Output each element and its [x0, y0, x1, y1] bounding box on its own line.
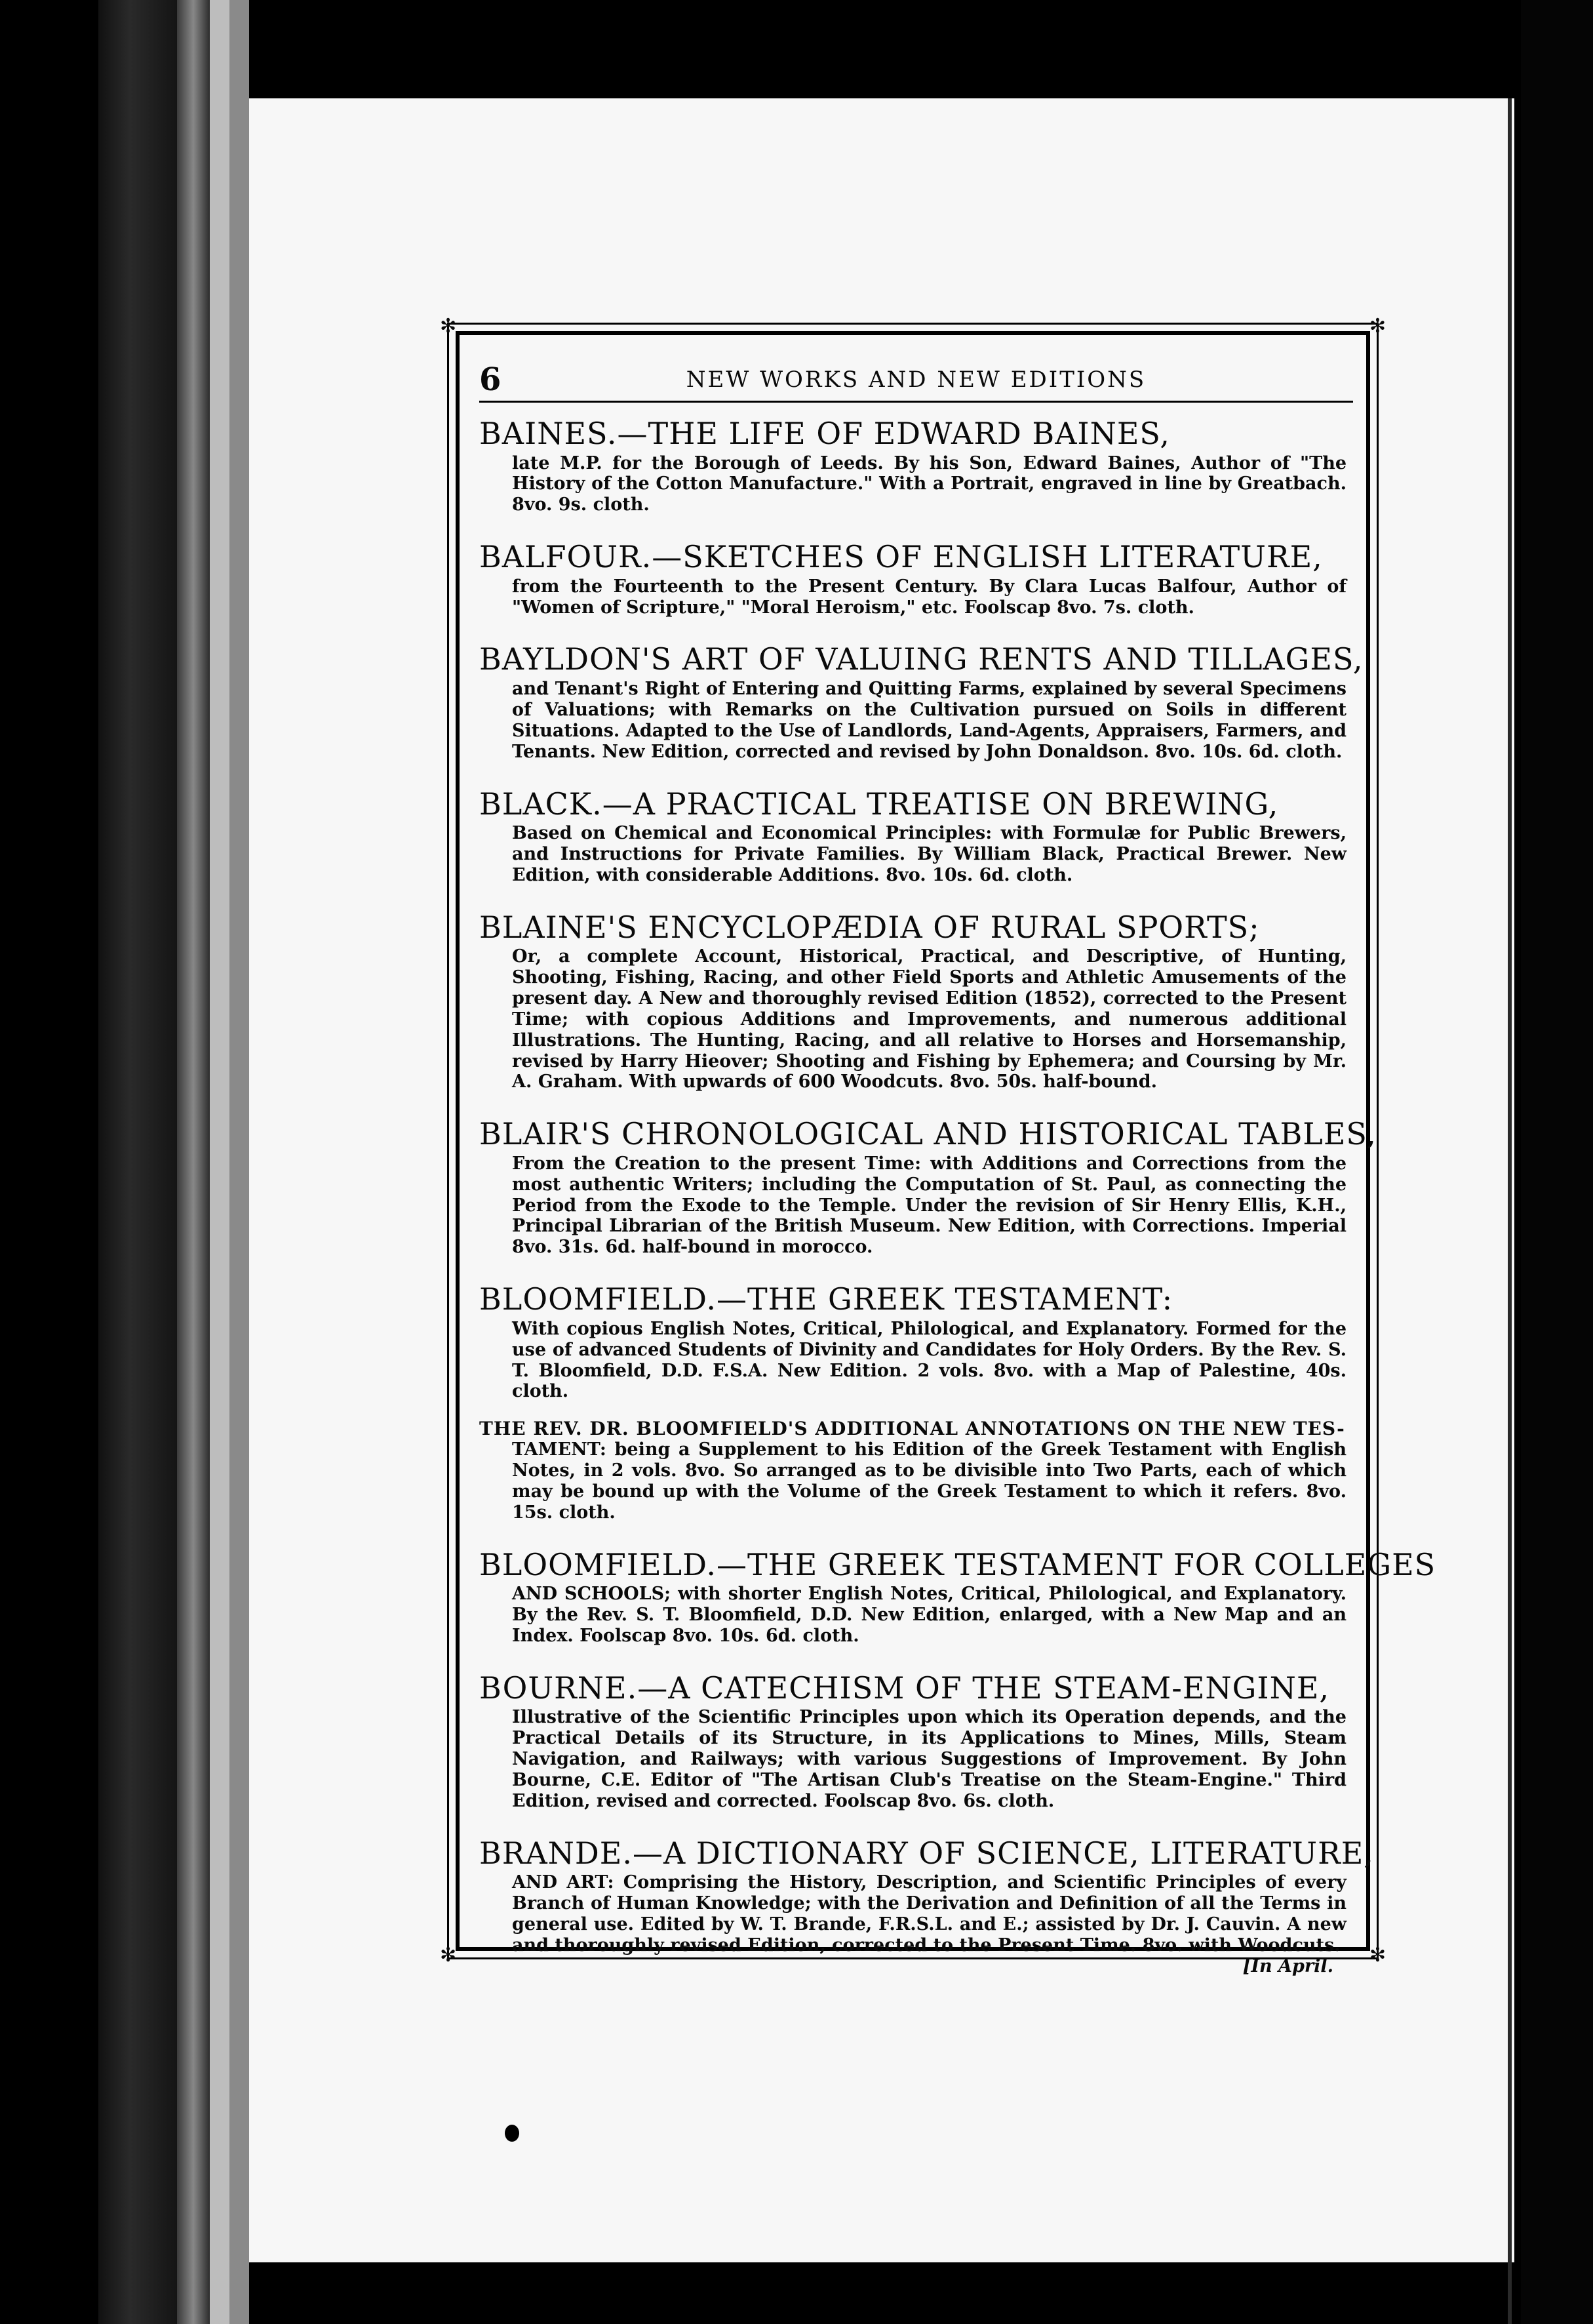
- page-edge-light: [210, 0, 229, 2324]
- page-edge-gray: [229, 0, 249, 2324]
- entry-description: from the Fourteenth to the Present Century. By Clara Lucas Balfour, Author of "Women of Scripture," "Moral Heroism," etc. Foolscap 8vo. 7s. cloth.: [512, 576, 1347, 618]
- entry-description: Illustrative of the Scientific Principles upon which its Operation depends, and the Practical Details of its Structure, in its Applications to Mines, Mills, Steam Navigation, and Railways; with various Suggestions of Improvement. By John Bourne, C.E. Editor of "The Artisan Club's Treatise on the Steam-Engine." Third Edition, revised and corrected. Foolscap 8vo. 6s. cloth.: [512, 1707, 1347, 1811]
- entry-title: BOURNE.—A CATECHISM OF THE STEAM-ENGINE,: [479, 1670, 1330, 1706]
- entry-title: BLOOMFIELD.—THE GREEK TESTAMENT:: [479, 1281, 1173, 1317]
- page-right-fold: [1508, 98, 1512, 2324]
- ink-speck: [505, 2125, 519, 2142]
- catalogue-entry: [479, 540, 1347, 618]
- catalogue-entry: [479, 1116, 1377, 1258]
- catalogue-entry: [479, 1418, 1347, 1523]
- entry-subtitle: THE REV. DR. BLOOMFIELD'S ADDITIONAL ANNOTATIONS ON THE NEW TES-: [479, 1418, 1345, 1440]
- entry-description: Or, a complete Account, Historical, Practical, and Descriptive, of Hunting, Shooting, Fishing, Racing, and other Field Sports and Athletic Amusements of the present day. A New and thoroughly revised Edition (1852), corrected to the Present Time; with copious Additions and Improvements, and numerous additional Illustrations. The Hunting, Racing, and all relative to Horses and Horsemanship, revised by Harry Hieover; Shooting and Fishing by Ephemera; and Coursing by Mr. A. Graham. With upwards of 600 Woodcuts. 8vo. 50s. half-bound.: [512, 946, 1347, 1092]
- catalogue-entry: [479, 911, 1347, 1093]
- entry-title: BAINES.—THE LIFE OF EDWARD BAINES,: [479, 416, 1170, 451]
- corner-ornament-icon: ✻: [1369, 315, 1386, 338]
- corner-ornament-icon: ✻: [440, 1944, 457, 1967]
- catalogue-entry: [479, 1835, 1374, 1976]
- entry-title: BLOOMFIELD.—THE GREEK TESTAMENT FOR COLLEGES: [479, 1546, 1436, 1582]
- corner-ornament-icon: ✻: [1369, 1944, 1386, 1967]
- entry-description: AND SCHOOLS; with shorter English Notes, Critical, Philological, and Explanatory. By the Rev. S. T. Bloomfield, D.D. New Edition, enlarged, with a New Map and an Index. Foolscap 8vo. 10s. 6d. cloth.: [512, 1584, 1347, 1646]
- entry-description: From the Creation to the present Time: with Additions and Corrections from the most authentic Writers; including the Computation of St. Paul, as connecting the Period from the Exode to the Temple. Under the revision of Sir Henry Ellis, K.H., Principal Librarian of the British Museum. New Edition, with Corrections. Imperial 8vo. 31s. 6d. half-bound in morocco.: [512, 1153, 1347, 1258]
- catalogue-entries: [479, 416, 1436, 1976]
- scan-right-border: [1521, 0, 1593, 2324]
- entry-description: late M.P. for the Borough of Leeds. By his Son, Edward Baines, Author of "The History of the Cotton Manufacture." With a Portrait, engraved in line by Greatbach. 8vo. 9s. cloth.: [512, 452, 1347, 515]
- entry-description: TAMENT: being a Supplement to his Edition of the Greek Testament with English Notes, in 2 vols. 8vo. So arranged as to be divisible into Two Parts, each of which may be bound up with the Volume of the Greek Testament to which it refers. 8vo. 15s. cloth.: [512, 1439, 1347, 1523]
- entry-title: BLAIR'S CHRONOLOGICAL AND HISTORICAL TABLES,: [479, 1116, 1377, 1152]
- running-head: NEW WORKS AND NEW EDITIONS: [686, 367, 1147, 393]
- entry-description: Based on Chemical and Economical Principles: with Formulæ for Public Brewers, and Instructions for Private Families. By William Black, Practical Brewer. New Edition, with considerable Additions. 8vo. 10s. 6d. cloth.: [512, 823, 1347, 885]
- catalogue-entry: [479, 788, 1347, 886]
- entry-description: AND ART: Comprising the History, Description, and Scientific Principles of every Branch of Human Knowledge; with the Derivation and Definition of all the Terms in general use. Edited by W. T. Brande, F.R.S.L. and E.; assisted by Dr. J. Cauvin. A new and thoroughly revised Edition, corrected to the Present Time. 8vo. with Woodcuts.: [512, 1872, 1347, 1955]
- entry-title: BLACK.—A PRACTICAL TREATISE ON BREWING,: [479, 786, 1279, 822]
- page-header: [479, 361, 1353, 403]
- entry-title: BLAINE'S ENCYCLOPÆDIA OF RURAL SPORTS;: [479, 909, 1260, 945]
- entry-title: BRANDE.—A DICTIONARY OF SCIENCE, LITERATURE,: [479, 1835, 1374, 1871]
- entry-title: BAYLDON'S ART OF VALUING RENTS AND TILLAGES,: [479, 641, 1364, 677]
- publication-note: [In April.: [1242, 1955, 1333, 1976]
- entry-title: BALFOUR.—SKETCHES OF ENGLISH LITERATURE,: [479, 539, 1323, 575]
- catalogue-entry: [479, 1283, 1347, 1402]
- catalogue-entry: [479, 641, 1364, 762]
- advertisement-frame: [440, 315, 1436, 1976]
- catalogue-entry: [479, 1672, 1347, 1812]
- binding-shadow: [98, 0, 177, 2324]
- catalogue-entry: [479, 417, 1347, 515]
- catalogue-entry: [479, 1546, 1436, 1647]
- entry-description: With copious English Notes, Critical, Philological, and Explanatory. Formed for the use of advanced Students of Divinity and Candidates for Holy Orders. By the Rev. S. T. Bloomfield, D.D. F.S.A. New Edition. 2 vols. 8vo. with a Map of Palestine, 40s. cloth.: [512, 1318, 1347, 1402]
- page-edges: [177, 0, 210, 2324]
- entry-description: and Tenant's Right of Entering and Quitting Farms, explained by several Specimens of Valuations; with Remarks on the Cultivation pursued on Soils in different Situations. Adapted to the Use of Landlords, Land-Agents, Appraisers, Farmers, and Tenants. New Edition, corrected and revised by John Donaldson. 8vo. 10s. 6d. cloth.: [512, 679, 1347, 762]
- page-number: 6: [479, 361, 502, 398]
- corner-ornament-icon: ✻: [440, 315, 457, 338]
